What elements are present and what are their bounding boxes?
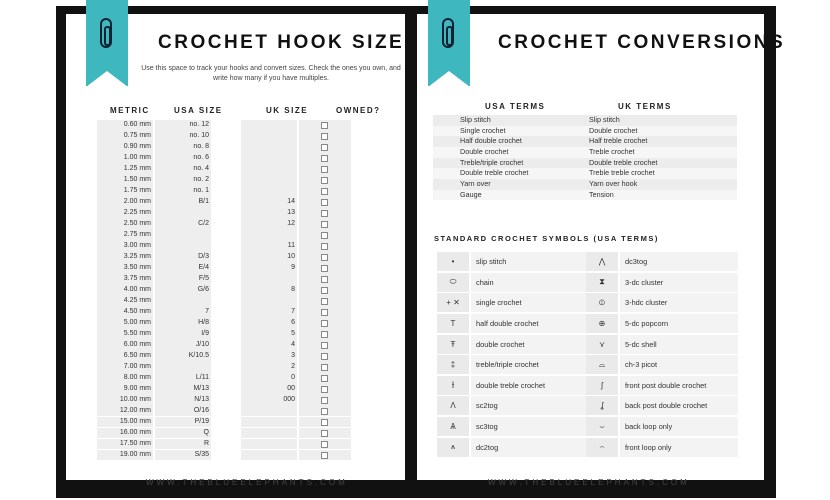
- terms-row: [433, 179, 737, 190]
- table-row: [97, 153, 353, 164]
- usa-term: Yarn over: [433, 179, 585, 190]
- owned-cell: [299, 131, 351, 142]
- crochet-symbol-icon: ⊕: [586, 314, 618, 333]
- owned-cell: [299, 120, 351, 131]
- metric-cell: 5.00 mm: [97, 318, 153, 329]
- metric-cell: 3.75 mm: [97, 274, 153, 285]
- usa-size-cell: [155, 208, 211, 219]
- usa-size-cell: no. 1: [155, 186, 211, 197]
- owned-header: OWNED?: [336, 106, 381, 115]
- uk-size-cell: [241, 131, 297, 142]
- owned-cell: [299, 450, 351, 461]
- crochet-symbol-icon: T: [437, 314, 469, 333]
- uk-size-cell: 0: [241, 373, 297, 384]
- metric-cell: 6.00 mm: [97, 340, 153, 351]
- metric-cell: 5.50 mm: [97, 329, 153, 340]
- uk-term: Half treble crochet: [585, 136, 737, 147]
- symbol-row: [437, 376, 589, 396]
- owned-cell: [299, 274, 351, 285]
- owned-cell: [299, 329, 351, 340]
- metric-cell: 4.25 mm: [97, 296, 153, 307]
- uk-size-cell: 4: [241, 340, 297, 351]
- owned-checkbox[interactable]: [321, 430, 328, 437]
- table-row: [97, 362, 353, 373]
- usa-size-cell: O/16: [155, 406, 211, 417]
- metric-cell: 1.50 mm: [97, 175, 153, 186]
- table-row: [97, 439, 353, 450]
- table-row: [97, 186, 353, 197]
- metric-header: METRIC: [110, 106, 150, 115]
- owned-checkbox[interactable]: [321, 122, 328, 129]
- table-row: [97, 197, 353, 208]
- table-row: [97, 395, 353, 406]
- owned-cell: [299, 417, 351, 428]
- owned-cell: [299, 406, 351, 417]
- owned-checkbox[interactable]: [321, 254, 328, 261]
- bookmark-ribbon-left: [86, 0, 128, 86]
- footer-url-right: WWW.THEBLUEELEPHANTS.COM: [488, 478, 690, 487]
- table-row: [97, 417, 353, 428]
- crochet-symbol-icon: Ѧ: [437, 417, 469, 436]
- metric-cell: 0.60 mm: [97, 120, 153, 131]
- usa-size-cell: I/9: [155, 329, 211, 340]
- uk-size-cell: [241, 164, 297, 175]
- crochet-symbol-icon: Ŧ: [437, 335, 469, 354]
- usa-term: Half double crochet: [433, 136, 585, 147]
- symbol-row: [437, 396, 589, 416]
- usa-size-cell: no. 8: [155, 142, 211, 153]
- metric-cell: 2.75 mm: [97, 230, 153, 241]
- metric-cell: 1.75 mm: [97, 186, 153, 197]
- usa-size-cell: R: [155, 439, 211, 450]
- symbol-row: [586, 396, 738, 416]
- uk-size-cell: [241, 186, 297, 197]
- symbol-label: treble/triple crochet: [471, 355, 589, 374]
- usa-size-cell: [155, 230, 211, 241]
- usa-term: Slip stitch: [433, 115, 585, 126]
- symbol-label: double crochet: [471, 335, 589, 354]
- crochet-symbol-icon: + ✕: [437, 293, 469, 312]
- metric-cell: 3.50 mm: [97, 263, 153, 274]
- owned-cell: [299, 296, 351, 307]
- owned-cell: [299, 318, 351, 329]
- terms-row: [433, 190, 737, 201]
- owned-cell: [299, 307, 351, 318]
- symbol-label: sc2tog: [471, 396, 589, 415]
- crochet-symbol-icon: ⩚: [437, 438, 469, 457]
- owned-checkbox[interactable]: [321, 221, 328, 228]
- uk-size-cell: [241, 274, 297, 285]
- crochet-symbol-icon: ⌣: [586, 417, 618, 436]
- metric-cell: 1.25 mm: [97, 164, 153, 175]
- owned-checkbox[interactable]: [321, 210, 328, 217]
- owned-checkbox[interactable]: [321, 342, 328, 349]
- uk-size-cell: [241, 230, 297, 241]
- symbol-label: 5-dc popcorn: [620, 314, 738, 333]
- uk-term: Double treble crochet: [585, 158, 737, 169]
- terms-row: [433, 168, 737, 179]
- symbol-label: 5-dc shell: [620, 335, 738, 354]
- owned-cell: [299, 395, 351, 406]
- usa-size-cell: [155, 296, 211, 307]
- intro-text: Use this space to track your hooks and convert sizes. Check the ones you own, and write how many if you have multiples.: [141, 65, 401, 82]
- metric-cell: 3.25 mm: [97, 252, 153, 263]
- uk-term: Tension: [585, 190, 737, 201]
- crochet-symbol-icon: ⋎: [586, 335, 618, 354]
- metric-cell: 2.50 mm: [97, 219, 153, 230]
- usa-term: Double crochet: [433, 147, 585, 158]
- table-row: [97, 373, 353, 384]
- conversions-title: CROCHET CONVERSIONS: [498, 32, 786, 53]
- owned-checkbox[interactable]: [321, 287, 328, 294]
- usa-size-cell: [155, 241, 211, 252]
- footer-url-left: WWW.THEBLUEELEPHANTS.COM: [146, 478, 348, 487]
- owned-cell: [299, 373, 351, 384]
- table-row: [97, 120, 353, 131]
- uk-size-cell: [241, 120, 297, 131]
- symbol-label: 3-dc cluster: [620, 273, 738, 292]
- owned-cell: [299, 263, 351, 274]
- owned-checkbox[interactable]: [321, 155, 328, 162]
- owned-cell: [299, 252, 351, 263]
- terms-table: [433, 115, 737, 201]
- uk-size-cell: 7: [241, 307, 297, 318]
- usa-size-cell: F/5: [155, 274, 211, 285]
- usa-size-cell: [155, 362, 211, 373]
- owned-cell: [299, 208, 351, 219]
- usa-size-cell: L/11: [155, 373, 211, 384]
- usa-size-cell: 7: [155, 307, 211, 318]
- usa-terms-header: USA TERMS: [485, 102, 546, 111]
- table-row: [97, 175, 353, 186]
- table-row: [97, 340, 353, 351]
- metric-cell: 2.00 mm: [97, 197, 153, 208]
- crochet-symbol-icon: ⋀: [586, 252, 618, 271]
- usa-term: Single crochet: [433, 126, 585, 137]
- crochet-symbol-icon: ⫲: [437, 376, 469, 395]
- symbol-label: sc3tog: [471, 417, 589, 436]
- symbol-label: half double crochet: [471, 314, 589, 333]
- table-row: [97, 252, 353, 263]
- table-row: [97, 274, 353, 285]
- owned-cell: [299, 340, 351, 351]
- terms-row: [433, 115, 737, 126]
- usa-size-cell: G/6: [155, 285, 211, 296]
- metric-cell: 19.00 mm: [97, 450, 153, 461]
- metric-cell: 8.00 mm: [97, 373, 153, 384]
- usa-size-header: USA SIZE: [174, 106, 223, 115]
- owned-cell: [299, 362, 351, 373]
- uk-size-cell: 10: [241, 252, 297, 263]
- symbol-label: double treble crochet: [471, 376, 589, 395]
- symbol-label: single crochet: [471, 293, 589, 312]
- uk-size-cell: 8: [241, 285, 297, 296]
- owned-checkbox[interactable]: [321, 243, 328, 250]
- uk-size-cell: [241, 153, 297, 164]
- owned-cell: [299, 197, 351, 208]
- uk-term: Treble treble crochet: [585, 168, 737, 179]
- symbol-row: [437, 334, 589, 354]
- owned-checkbox[interactable]: [321, 177, 328, 184]
- crochet-symbol-icon: ⌢: [586, 438, 618, 457]
- metric-cell: 6.50 mm: [97, 351, 153, 362]
- metric-cell: 0.75 mm: [97, 131, 153, 142]
- symbols-list-right: [586, 252, 738, 458]
- symbol-row: [586, 437, 738, 457]
- owned-checkbox[interactable]: [321, 144, 328, 151]
- binder-spine: [405, 6, 417, 498]
- symbol-label: back post double crochet: [620, 396, 738, 415]
- usa-size-cell: M/13: [155, 384, 211, 395]
- table-row: [97, 384, 353, 395]
- uk-size-cell: 13: [241, 208, 297, 219]
- crochet-symbol-icon: ⬭: [437, 273, 469, 292]
- metric-cell: 10.00 mm: [97, 395, 153, 406]
- metric-cell: 1.00 mm: [97, 153, 153, 164]
- uk-size-cell: 12: [241, 219, 297, 230]
- owned-checkbox[interactable]: [321, 452, 328, 459]
- owned-checkbox[interactable]: [321, 166, 328, 173]
- crochet-symbol-icon: •: [437, 252, 469, 271]
- table-row: [97, 131, 353, 142]
- owned-checkbox[interactable]: [321, 386, 328, 393]
- uk-size-cell: 00: [241, 384, 297, 395]
- owned-cell: [299, 428, 351, 439]
- usa-size-cell: J/10: [155, 340, 211, 351]
- owned-checkbox[interactable]: [321, 199, 328, 206]
- hook-sizes-table: [97, 120, 353, 461]
- table-row: [97, 450, 353, 461]
- table-row: [97, 142, 353, 153]
- uk-size-cell: [241, 142, 297, 153]
- owned-cell: [299, 384, 351, 395]
- usa-size-cell: no. 6: [155, 153, 211, 164]
- symbol-row: [586, 252, 738, 272]
- symbol-label: front post double crochet: [620, 376, 738, 395]
- uk-size-cell: 11: [241, 241, 297, 252]
- uk-size-header: UK SIZE: [266, 106, 309, 115]
- table-row: [97, 318, 353, 329]
- table-row: [97, 219, 353, 230]
- uk-size-cell: [241, 175, 297, 186]
- terms-row: [433, 136, 737, 147]
- symbol-row: [586, 376, 738, 396]
- crochet-symbol-icon: ⦶: [586, 293, 618, 312]
- uk-term: Slip stitch: [585, 115, 737, 126]
- symbol-row: [437, 314, 589, 334]
- usa-size-cell: N/13: [155, 395, 211, 406]
- symbol-row: [437, 437, 589, 457]
- symbol-row: [437, 252, 589, 272]
- uk-size-cell: 000: [241, 395, 297, 406]
- owned-checkbox[interactable]: [321, 331, 328, 338]
- usa-size-cell: S/35: [155, 450, 211, 461]
- uk-size-cell: [241, 450, 297, 461]
- owned-cell: [299, 164, 351, 175]
- uk-size-cell: [241, 417, 297, 428]
- symbols-title: STANDARD CROCHET SYMBOLS (USA TERMS): [434, 234, 659, 243]
- terms-row: [433, 147, 737, 158]
- usa-term: Double treble crochet: [433, 168, 585, 179]
- symbol-row: [586, 293, 738, 313]
- owned-checkbox[interactable]: [321, 419, 328, 426]
- paperclip-icon: [100, 18, 112, 48]
- usa-size-cell: no. 4: [155, 164, 211, 175]
- usa-term: Gauge: [433, 190, 585, 201]
- uk-size-cell: 2: [241, 362, 297, 373]
- metric-cell: 7.00 mm: [97, 362, 153, 373]
- usa-size-cell: K/10.5: [155, 351, 211, 362]
- metric-cell: 0.90 mm: [97, 142, 153, 153]
- terms-row: [433, 158, 737, 169]
- symbol-label: chain: [471, 273, 589, 292]
- uk-size-cell: 3: [241, 351, 297, 362]
- owned-checkbox[interactable]: [321, 441, 328, 448]
- owned-cell: [299, 153, 351, 164]
- symbols-list-left: [437, 252, 589, 458]
- symbol-label: dc3tog: [620, 252, 738, 271]
- owned-checkbox[interactable]: [321, 232, 328, 239]
- symbol-row: [586, 314, 738, 334]
- owned-checkbox[interactable]: [321, 188, 328, 195]
- usa-size-cell: D/3: [155, 252, 211, 263]
- owned-checkbox[interactable]: [321, 397, 328, 404]
- uk-size-cell: [241, 406, 297, 417]
- owned-cell: [299, 241, 351, 252]
- table-row: [97, 263, 353, 274]
- paperclip-icon: [442, 18, 454, 48]
- owned-checkbox[interactable]: [321, 320, 328, 327]
- owned-checkbox[interactable]: [321, 276, 328, 283]
- metric-cell: 15.00 mm: [97, 417, 153, 428]
- uk-size-cell: [241, 439, 297, 450]
- owned-checkbox[interactable]: [321, 364, 328, 371]
- uk-term: Double crochet: [585, 126, 737, 137]
- owned-checkbox[interactable]: [321, 408, 328, 415]
- owned-checkbox[interactable]: [321, 375, 328, 382]
- crochet-symbol-icon: Λ: [437, 396, 469, 415]
- uk-size-cell: [241, 428, 297, 439]
- usa-size-cell: C/2: [155, 219, 211, 230]
- usa-term: Treble/triple crochet: [433, 158, 585, 169]
- crochet-symbol-icon: ⌓: [586, 355, 618, 374]
- owned-checkbox[interactable]: [321, 265, 328, 272]
- hook-sizes-title: CROCHET HOOK SIZES: [158, 32, 420, 53]
- metric-cell: 16.00 mm: [97, 428, 153, 439]
- metric-cell: 3.00 mm: [97, 241, 153, 252]
- usa-size-cell: P/19: [155, 417, 211, 428]
- usa-size-cell: Q: [155, 428, 211, 439]
- owned-cell: [299, 142, 351, 153]
- owned-cell: [299, 285, 351, 296]
- owned-checkbox[interactable]: [321, 298, 328, 305]
- symbol-row: [586, 334, 738, 354]
- crochet-symbol-icon: ʆ: [586, 396, 618, 415]
- owned-cell: [299, 175, 351, 186]
- table-row: [97, 164, 353, 175]
- table-row: [97, 428, 353, 439]
- owned-cell: [299, 219, 351, 230]
- table-row: [97, 230, 353, 241]
- terms-row: [433, 126, 737, 137]
- metric-cell: 9.00 mm: [97, 384, 153, 395]
- symbol-row: [437, 417, 589, 437]
- usa-size-cell: E/4: [155, 263, 211, 274]
- symbol-label: back loop only: [620, 417, 738, 436]
- crochet-symbol-icon: ‡: [437, 355, 469, 374]
- symbol-row: [437, 273, 589, 293]
- owned-cell: [299, 351, 351, 362]
- table-row: [97, 296, 353, 307]
- metric-cell: 2.25 mm: [97, 208, 153, 219]
- symbol-label: 3-hdc cluster: [620, 293, 738, 312]
- table-row: [97, 329, 353, 340]
- owned-cell: [299, 439, 351, 450]
- table-row: [97, 406, 353, 417]
- table-row: [97, 208, 353, 219]
- table-row: [97, 241, 353, 252]
- owned-checkbox[interactable]: [321, 309, 328, 316]
- symbol-row: [437, 293, 589, 313]
- usa-size-cell: no. 12: [155, 120, 211, 131]
- usa-size-cell: B/1: [155, 197, 211, 208]
- bookmark-ribbon-right: [428, 0, 470, 86]
- symbol-row: [586, 273, 738, 293]
- symbol-row: [586, 355, 738, 375]
- symbol-row: [586, 417, 738, 437]
- symbol-label: ch-3 picot: [620, 355, 738, 374]
- usa-size-cell: no. 10: [155, 131, 211, 142]
- owned-cell: [299, 186, 351, 197]
- uk-term: Yarn over hook: [585, 179, 737, 190]
- table-row: [97, 351, 353, 362]
- metric-cell: 12.00 mm: [97, 406, 153, 417]
- owned-cell: [299, 230, 351, 241]
- usa-size-cell: no. 2: [155, 175, 211, 186]
- symbol-label: front loop only: [620, 438, 738, 457]
- uk-size-cell: 5: [241, 329, 297, 340]
- symbol-row: [437, 355, 589, 375]
- metric-cell: 4.50 mm: [97, 307, 153, 318]
- table-row: [97, 285, 353, 296]
- crochet-symbol-icon: ʃ: [586, 376, 618, 395]
- uk-size-cell: 6: [241, 318, 297, 329]
- symbol-label: dc2tog: [471, 438, 589, 457]
- uk-size-cell: [241, 296, 297, 307]
- table-row: [97, 307, 353, 318]
- uk-size-cell: 9: [241, 263, 297, 274]
- owned-checkbox[interactable]: [321, 353, 328, 360]
- uk-size-cell: 14: [241, 197, 297, 208]
- uk-terms-header: UK TERMS: [618, 102, 672, 111]
- symbol-label: slip stitch: [471, 252, 589, 271]
- uk-term: Treble crochet: [585, 147, 737, 158]
- metric-cell: 4.00 mm: [97, 285, 153, 296]
- crochet-symbol-icon: ⧗: [586, 273, 618, 292]
- usa-size-cell: H/8: [155, 318, 211, 329]
- metric-cell: 17.50 mm: [97, 439, 153, 450]
- owned-checkbox[interactable]: [321, 133, 328, 140]
